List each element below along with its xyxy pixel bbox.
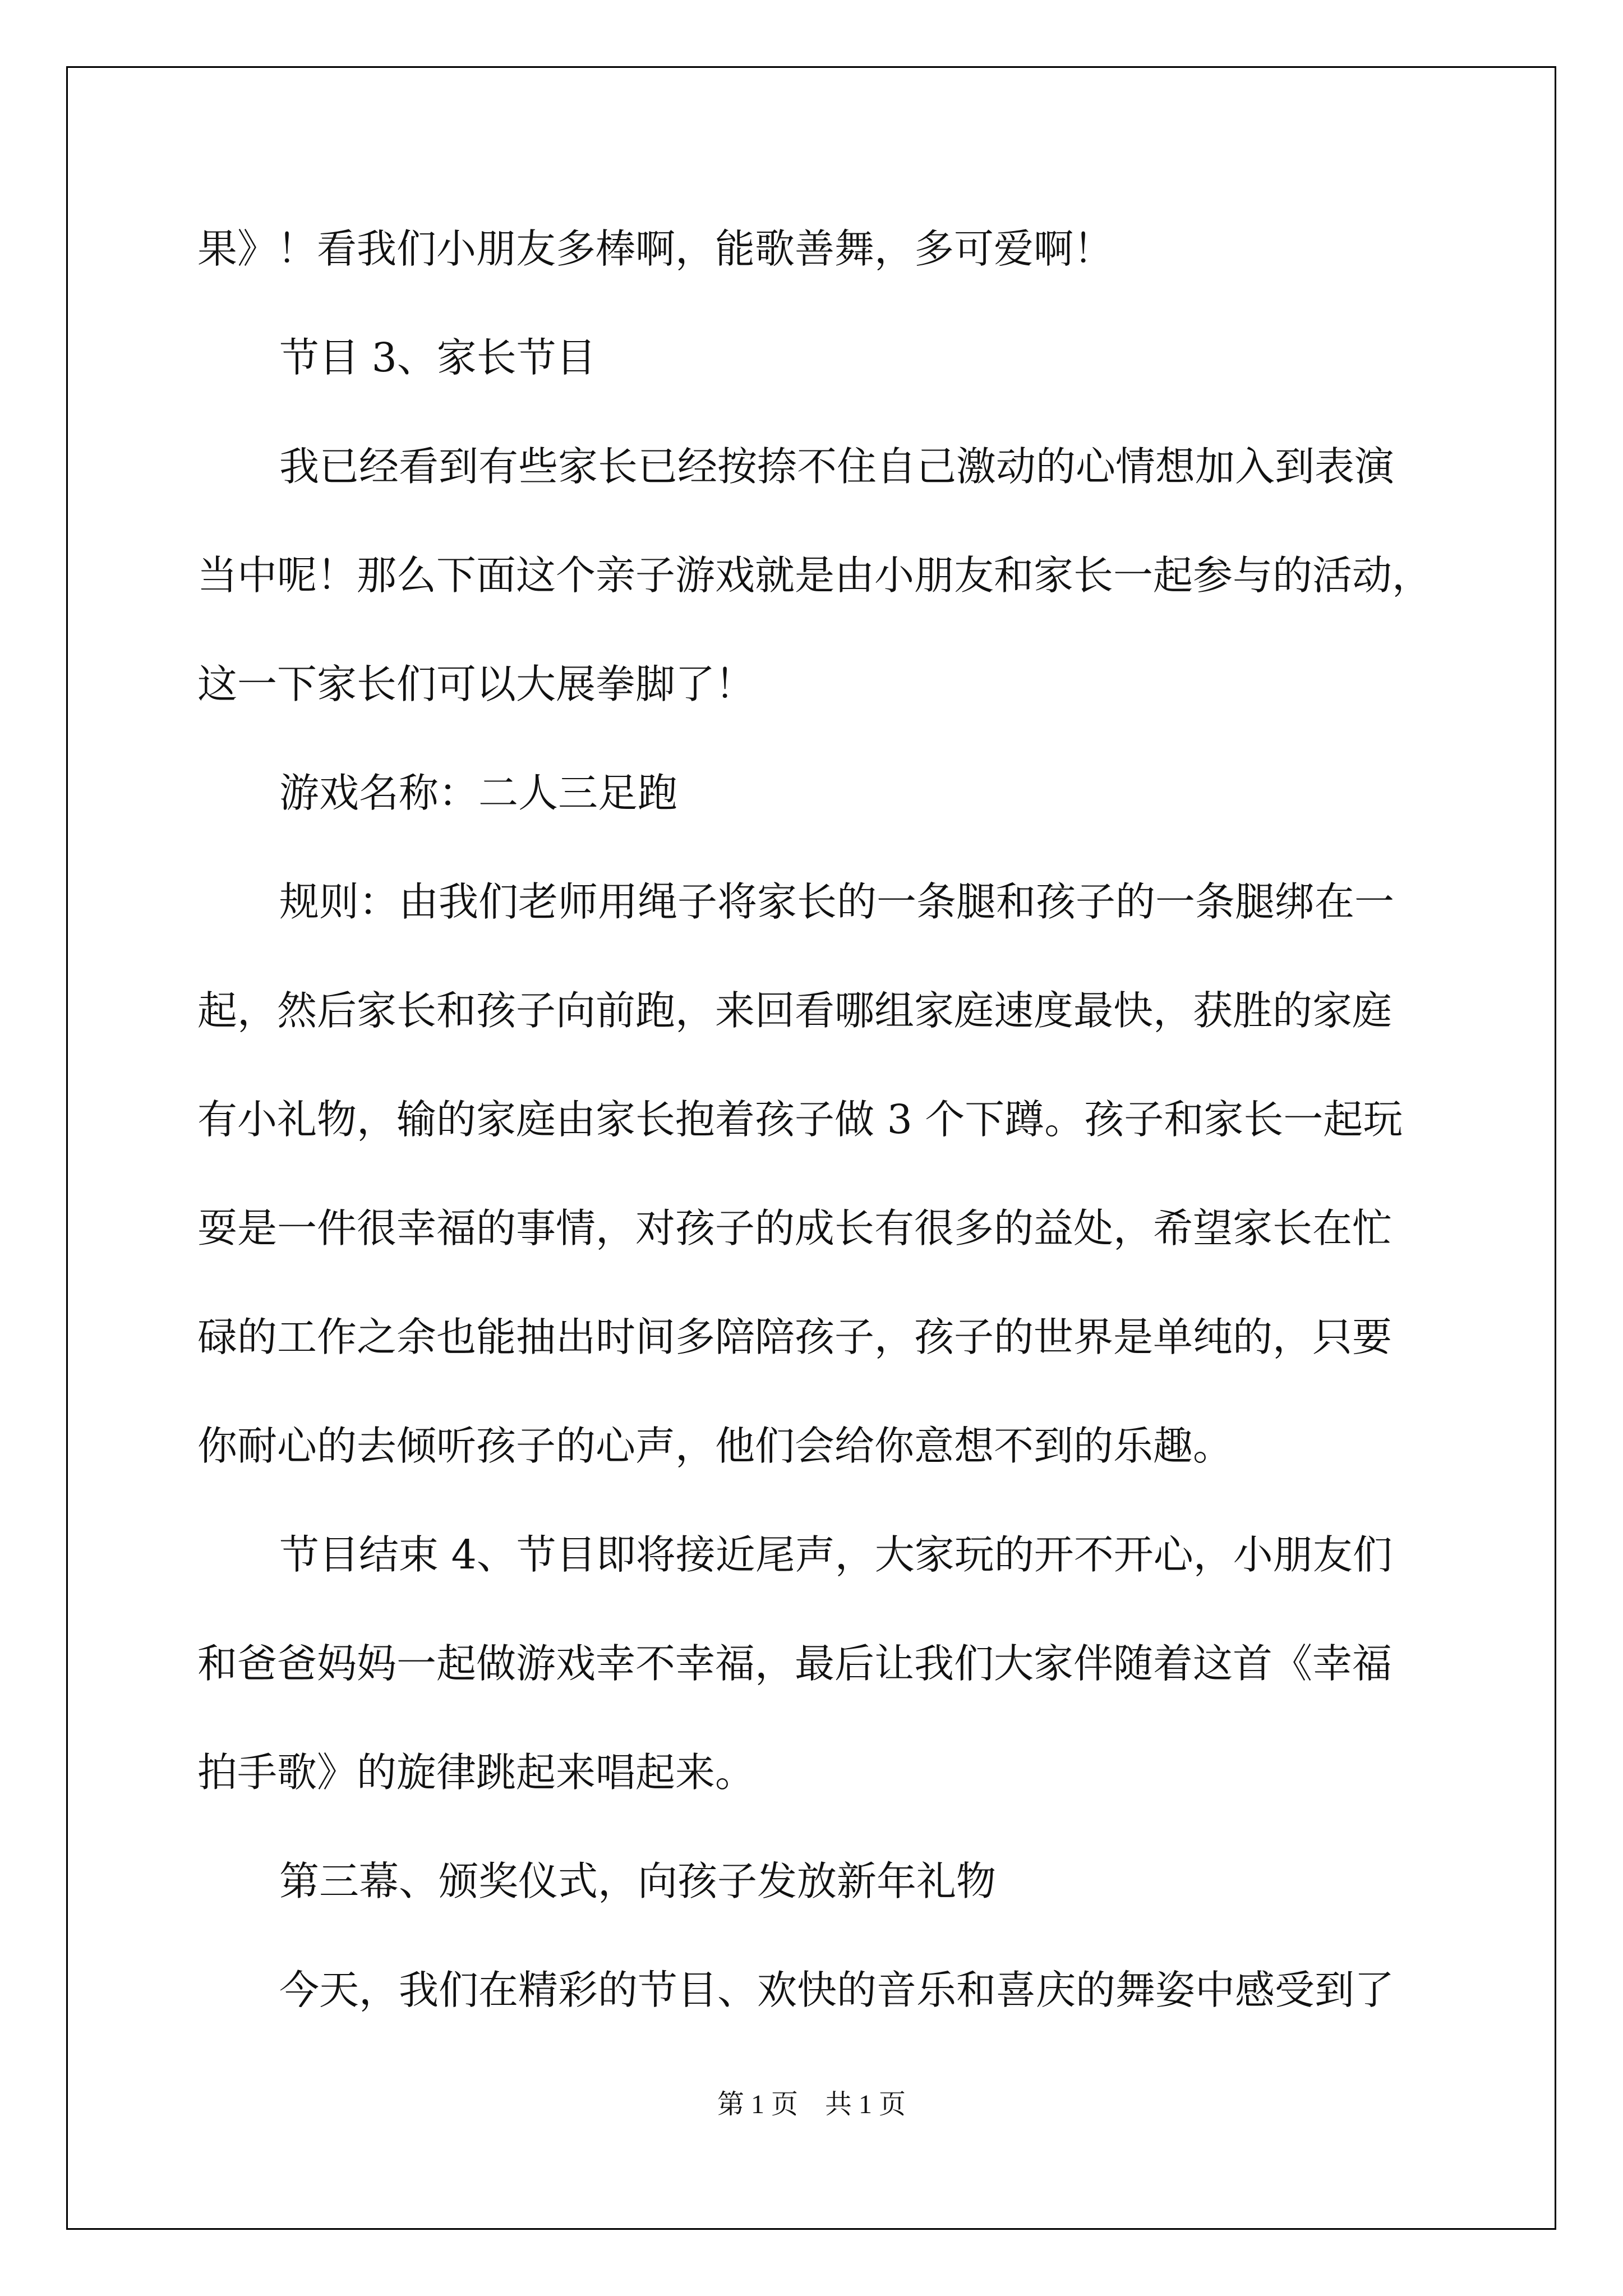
text-line-act-3-heading: 第三幕、颁奖仪式，向孩子发放新年礼物 <box>279 1858 997 1904</box>
text-line-continuation: 果》！看我们小朋友多棒啊，能歌善舞，多可爱啊！ <box>197 226 1114 272</box>
page-number-footer: 第 1 页 共 1 页 <box>717 2090 906 2119</box>
text-line: 碌的工作之余也能抽出时间多陪陪孩子，孩子的世界是单纯的，只要 <box>197 1314 1393 1360</box>
page-border <box>66 66 1556 2230</box>
text-line: 当中呢！那么下面这个亲子游戏就是由小朋友和家长一起参与的活动， <box>197 552 1432 599</box>
text-line: 今天，我们在精彩的节目、欢快的音乐和喜庆的舞姿中感受到了 <box>279 1967 1395 2013</box>
text-line: 有小礼物，输的家庭由家长抱着孩子做 3 个下蹲。孩子和家长一起玩 <box>197 1096 1403 1143</box>
text-line-program-end: 节目结束 4、节目即将接近尾声，大家玩的开不开心，小朋友们 <box>279 1531 1393 1578</box>
text-line-program-3-heading: 节目 3、家长节目 <box>279 334 596 381</box>
text-line: 和爸爸妈妈一起做游戏幸不幸福，最后让我们大家伴随着这首《幸福 <box>197 1640 1393 1687</box>
text-line: 我已经看到有些家长已经按捺不住自己激动的心情想加入到表演 <box>279 443 1395 490</box>
text-line: 你耐心的去倾听孩子的心声，他们会给你意想不到的乐趣。 <box>197 1423 1233 1469</box>
text-line: 拍手歌》的旋律跳起来唱起来。 <box>197 1749 755 1796</box>
text-line: 耍是一件很幸福的事情，对孩子的成长有很多的益处，希望家长在忙 <box>197 1205 1393 1251</box>
text-line: 起，然后家长和孩子向前跑，来回看哪组家庭速度最快，获胜的家庭 <box>197 987 1393 1034</box>
text-line: 这一下家长们可以大展拳脚了！ <box>197 661 755 707</box>
text-line-rules: 规则：由我们老师用绳子将家长的一条腿和孩子的一条腿绑在一 <box>279 878 1395 925</box>
text-line-game-name: 游戏名称：二人三足跑 <box>279 770 678 816</box>
